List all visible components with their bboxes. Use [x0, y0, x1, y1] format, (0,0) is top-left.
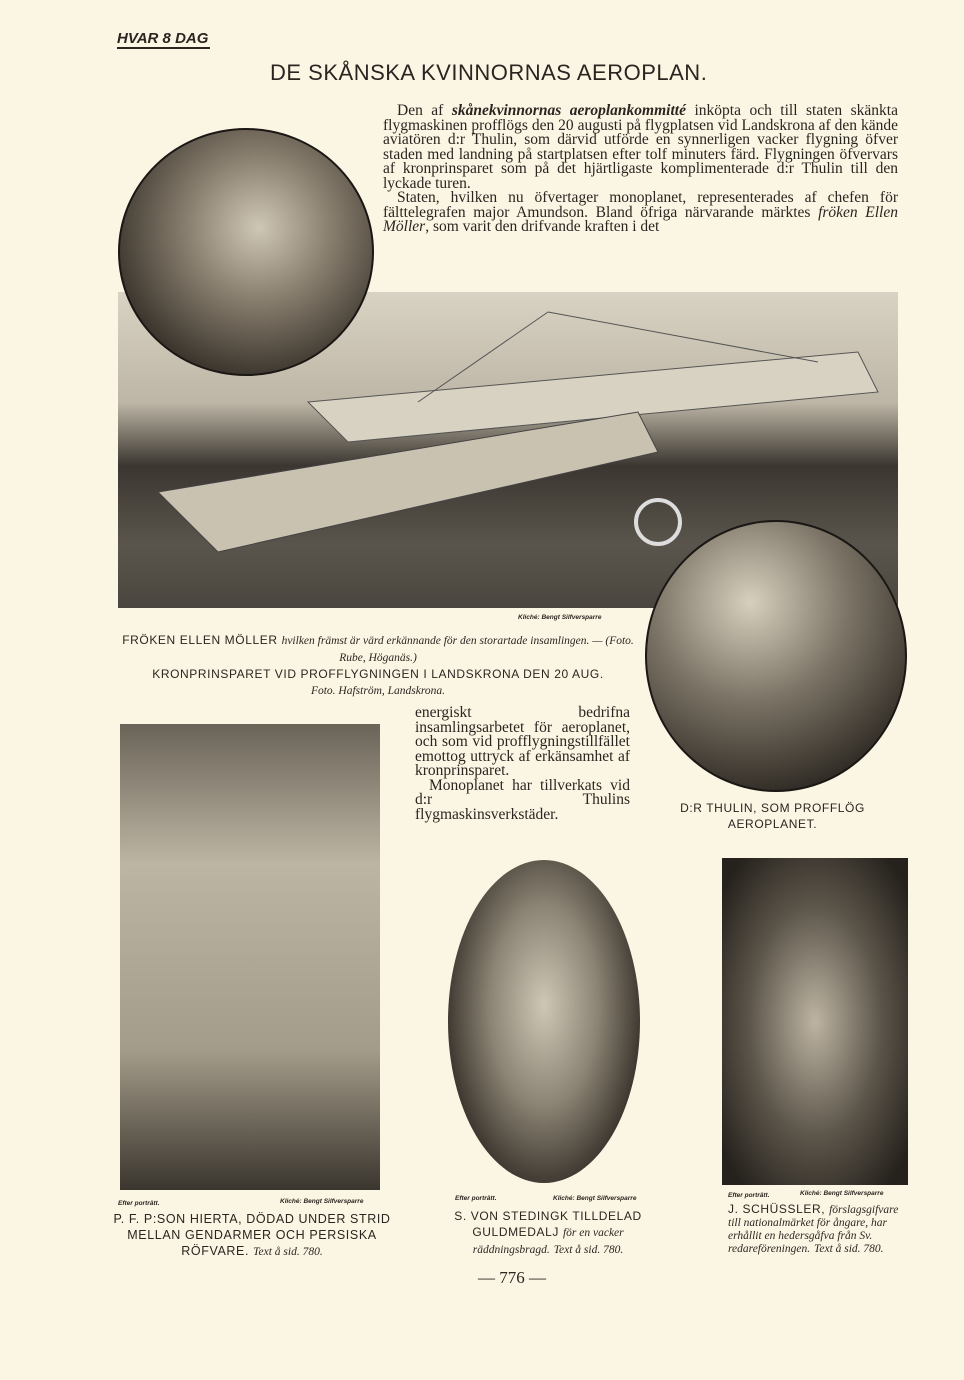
- hierta-caption: P. F. P:SON HIERTA, DÖDAD UNDER STRID MELLAN GENDARMER OCH PERSISKA RÖFVARE. Text å sid. 780.: [113, 1212, 391, 1258]
- hierta-portrait: [120, 724, 380, 1190]
- schussler-efter: Efter porträtt.: [728, 1192, 770, 1199]
- stedingk-efter: Efter porträtt.: [455, 1195, 497, 1202]
- cliche-credit: Kliché: Bengt Silfversparre: [518, 614, 602, 621]
- schussler-cliche: Kliché: Bengt Silfversparre: [800, 1190, 884, 1197]
- article-title: DE SKÅNSKA KVINNORNAS AEROPLAN.: [270, 60, 708, 85]
- article-text-top: Den af skånekvinnornas aeroplankommitté inköpta och till staten skänkta flygmaskinen profflögs den 20 augusti på flygplatsen vid Landskrona af den kände aviatören d:r Thulin, som därvid utförde en synnerligen vacker flygning öfver staden med landning på startplatsen efter tolf minuters färd. Flygningen öfvervars af kronprinsparet som på det hjärtligaste komplimenterade d:r Thulin till den lyckade turen. Staten, hvilken nu öfvertager monoplanet, representerades af chefen för fälttelegrafen major Amundson. Bland öfriga närvarande märktes fröken Ellen Möller, som varit den drifvande kraften i det: [383, 102, 898, 235]
- stedingk-portrait: [448, 860, 640, 1183]
- schussler-portrait: [722, 858, 908, 1185]
- thulin-caption: D:R THULIN, SOM PROFFLÖG AEROPLANET.: [680, 801, 865, 831]
- page-number: — 776 —: [478, 1268, 546, 1287]
- stedingk-caption: S. VON STEDINGK TILLDELAD GULDMEDALJ för en vacker räddningsbragd. Text å sid. 780.: [454, 1209, 642, 1256]
- schussler-caption: J. SCHÜSSLER, förslagsgifvare till nationalmärket för ångare, har erhållit en hedersgåfva från Sv. redareföreningen. Text å sid. 780.: [728, 1202, 899, 1255]
- hierta-cliche: Kliché: Bengt Silfversparre: [280, 1198, 364, 1205]
- stedingk-cliche: Kliché: Bengt Silfversparre: [553, 1195, 637, 1202]
- thulin-portrait: [645, 520, 907, 792]
- hierta-efter: Efter porträtt.: [118, 1200, 160, 1207]
- magazine-header: HVAR 8 DAG: [117, 30, 209, 47]
- ellen-moller-portrait: [118, 128, 374, 376]
- article-text-column: energiskt bedrifna insamlingsarbetet för aeroplanet, och som vid profflygningstillfället emottog uttryck af erkänsamhet af kronprinsparet. Monoplanet har tillverkats vid d:r Thulins flygmaskinsverkstäder.: [415, 704, 630, 823]
- moller-caption: FRÖKEN ELLEN MÖLLER hvilken främst är värd erkännande för den storartade insamlingen. — (Foto. Rube, Höganäs.) KRONPRINSPARET VID PROFFLYGNINGEN I LANDSKRONA DEN 20 AUG. Foto. Hafström, Landskrona.: [122, 633, 634, 697]
